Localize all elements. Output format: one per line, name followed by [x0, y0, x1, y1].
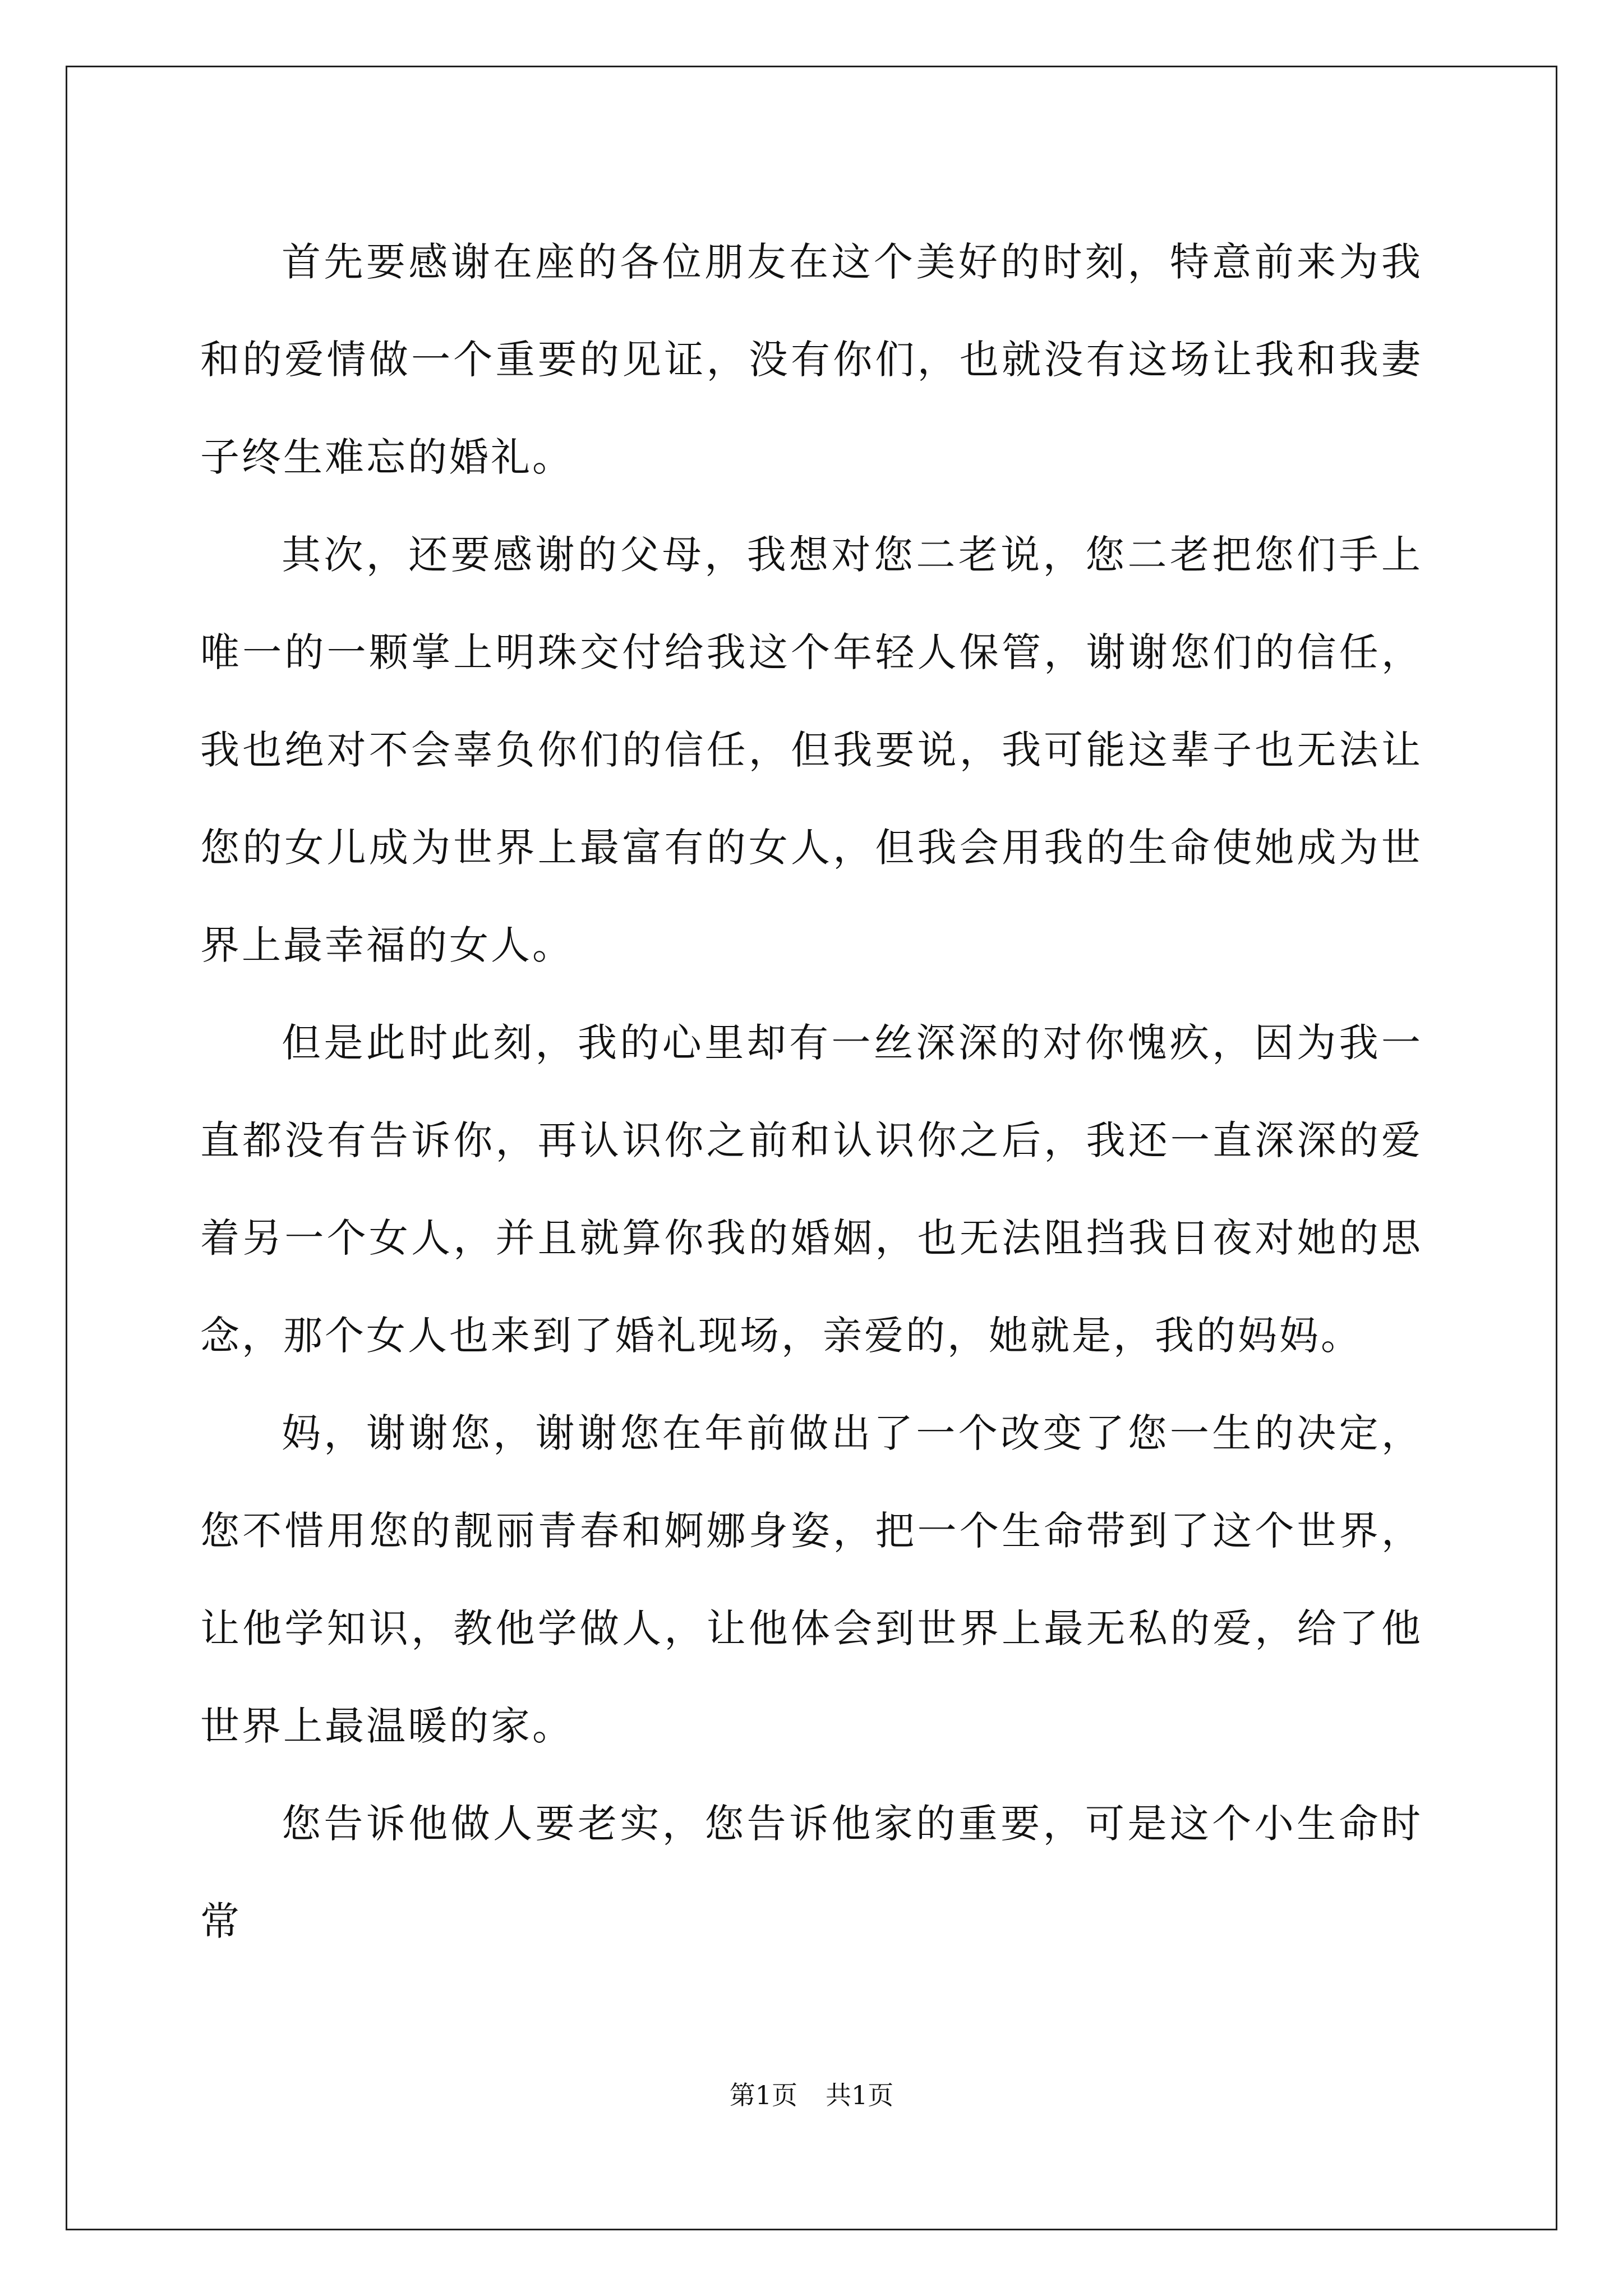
- paragraph: 但是此时此刻，我的心里却有一丝深深的对你愧疚，因为我一直都没有告诉你，再认识你之前和认识你之后，我还一直深深的爱着另一个女人，并且就算你我的婚姻，也无法阻挡我日夜对她的思念，那个女人也来到了婚礼现场，亲爱的，她就是，我的妈妈。: [200, 1020, 1423, 1359]
- page-number: 第1页: [729, 2080, 797, 2110]
- paragraph: 其次，还要感谢的父母，我想对您二老说，您二老把您们手上唯一的一颗掌上明珠交付给我这个年轻人保管，谢谢您们的信任，我也绝对不会辜负你们的信任，但我要说，我可能这辈子也无法让您的女儿成为世界上最富有的女人，但我会用我的生命使她成为世界上最幸福的女人。: [200, 532, 1423, 968]
- paragraph: 妈，谢谢您，谢谢您在年前做出了一个改变了您一生的决定，您不惜用您的靓丽青春和婀娜身姿，把一个生命带到了这个世界，让他学知识，教他学做人，让他体会到世界上最无私的爱，给了他世界上最温暖的家。: [200, 1410, 1423, 1749]
- paragraph: 您告诉他做人要老实，您告诉他家的重要，可是这个小生命时常: [200, 1801, 1423, 1944]
- document-body: [200, 213, 1423, 1970]
- page-footer: [0, 2078, 1623, 2112]
- page-total: 共1页: [826, 2080, 894, 2110]
- paragraph: 首先要感谢在座的各位朋友在这个美好的时刻，特意前来为我和的爱情做一个重要的见证，没有你们，也就没有这场让我和我妻子终生难忘的婚礼。: [200, 239, 1423, 480]
